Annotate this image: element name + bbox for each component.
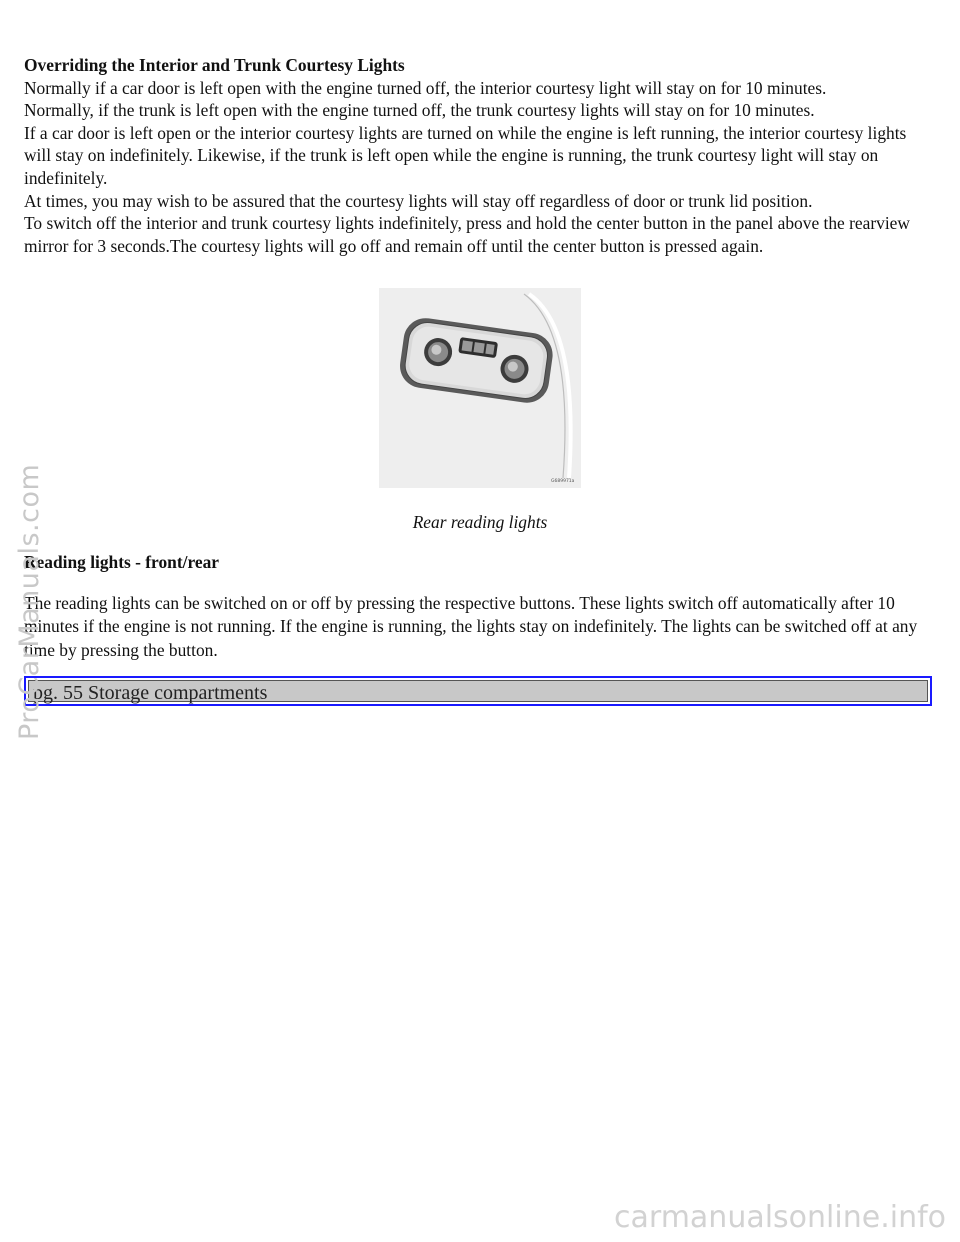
section-title: Overriding the Interior and Trunk Courtesy Lights <box>24 55 405 75</box>
storage-compartments-link[interactable]: pg. 55 Storage compartments <box>28 680 928 702</box>
side-watermark: ProCarManuals.com <box>14 463 45 740</box>
section-title: Reading lights - front/rear <box>24 552 219 572</box>
bottom-watermark: carmanualsonline.info <box>614 1200 946 1235</box>
paragraph: At times, you may wish to be assured that the courtesy lights will stay off regardless of door or trunk lid position. <box>24 190 813 211</box>
paragraph: Normally if a car door is left open with the engine turned off, the interior courtesy light will stay on for 10 minutes. <box>24 77 827 98</box>
paragraph: Normally, if the trunk is left open with the engine turned off, the trunk courtesy lights will stay on for 10 minutes. <box>24 100 815 121</box>
page-link-box <box>24 676 932 706</box>
paragraph: If a car door is left open or the interior courtesy lights are turned on while the engine is left running, the interior courtesy lights will stay on indefinitely. Likewise, if the trunk is left open while the engine is running, the trunk courtesy light will stay on indefinitely. <box>24 122 907 188</box>
figure-code: G689971a <box>551 479 575 484</box>
paragraph: To switch off the interior and trunk courtesy lights indefinitely, press and hold the center button in the panel above the rearview mirror for 3 seconds.The courtesy lights will go off and remain off until the center button is pressed again. <box>24 213 910 256</box>
document-content <box>24 54 936 257</box>
rear-reading-lights-illustration <box>379 288 581 488</box>
reading-light-panel-drawing <box>379 288 581 488</box>
figure-caption: Rear reading lights <box>412 512 548 532</box>
paragraph: The reading lights can be switched on or off by pressing the respective buttons. These lights switch off automatically after 10 minutes if the engine is not running. If the engine is running, the lights stay on indefinitely. The lights can be switched off at any time by pressing the button. <box>24 593 918 660</box>
